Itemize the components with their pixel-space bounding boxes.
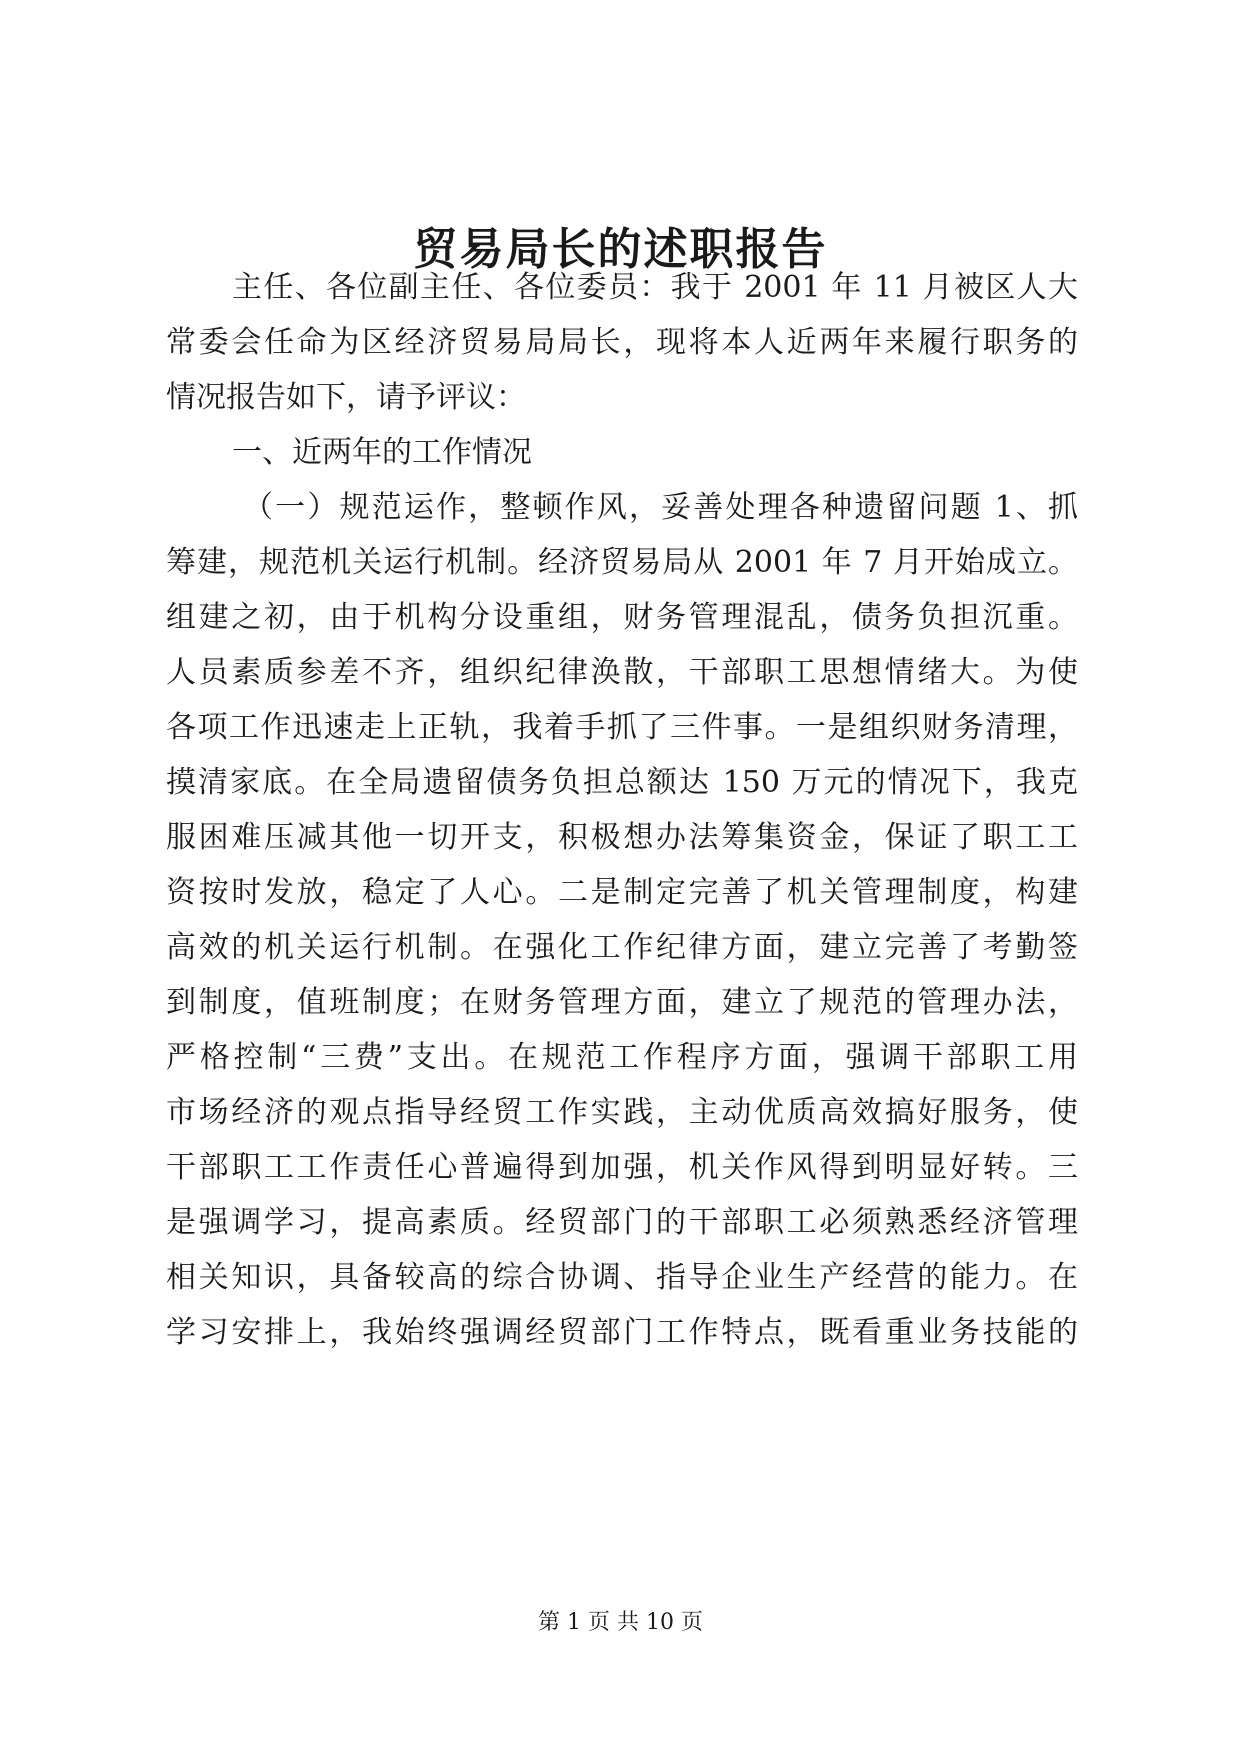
text-line-9: 各项工作迅速走上正轨，我着手抓了三件事。一是组织财务清理， <box>166 710 1078 745</box>
text-line-2: 常委会任命为区经济贸易局局长，现将本人近两年来履行职务的 <box>166 325 1078 360</box>
text-line-13: 高效的机关运行机制。在强化工作纪律方面，建立完善了考勤签 <box>166 930 1078 965</box>
text-line-6: 筹建，规范机关运行机制。经济贸易局从 2001 年 7 月开始成立。 <box>166 545 1078 580</box>
text-line-12: 资按时发放，稳定了人心。二是制定完善了机关管理制度，构建 <box>166 875 1078 910</box>
text-line-10: 摸清家底。在全局遗留债务负担总额达 150 万元的情况下，我克 <box>166 765 1078 800</box>
text-line-7: 组建之初，由于机构分设重组，财务管理混乱，债务负担沉重。 <box>166 600 1078 635</box>
text-line-19: 相关知识，具备较高的综合协调、指导企业生产经营的能力。在 <box>166 1260 1078 1295</box>
text-line-14: 到制度，值班制度；在财务管理方面，建立了规范的管理办法， <box>166 985 1078 1020</box>
text-line-16: 市场经济的观点指导经贸工作实践，主动优质高效搞好服务，使 <box>166 1095 1078 1130</box>
text-line-18: 是强调学习，提高素质。经贸部门的干部职工必须熟悉经济管理 <box>166 1205 1078 1240</box>
text-line-20: 学习安排上，我始终强调经贸部门工作特点，既看重业务技能的 <box>166 1315 1078 1350</box>
text-line-15: 严格控制“三费”支出。在规范工作程序方面，强调干部职工用 <box>166 1040 1078 1075</box>
text-line-3: 情况报告如下，请予评议： <box>166 380 526 415</box>
page-number-footer: 第 1 页 共 10 页 <box>538 1610 703 1635</box>
document-title: 贸易局长的述职报告 <box>413 224 828 275</box>
text-line-5: （一）规范运作，整顿作风，妥善处理各种遗留问题 1、抓 <box>243 490 1078 525</box>
text-line-17: 干部职工工作责任心普遍得到加强，机关作风得到明显好转。三 <box>166 1150 1078 1185</box>
text-line-1: 主任、各位副主任、各位委员：我于 2001 年 11 月被区人大 <box>232 270 1078 305</box>
section-heading-1: 一、近两年的工作情况 <box>232 435 532 470</box>
text-line-8: 人员素质参差不齐，组织纪律涣散，干部职工思想情绪大。为使 <box>166 655 1078 690</box>
text-line-11: 服困难压减其他一切开支，积极想办法筹集资金，保证了职工工 <box>166 820 1078 855</box>
